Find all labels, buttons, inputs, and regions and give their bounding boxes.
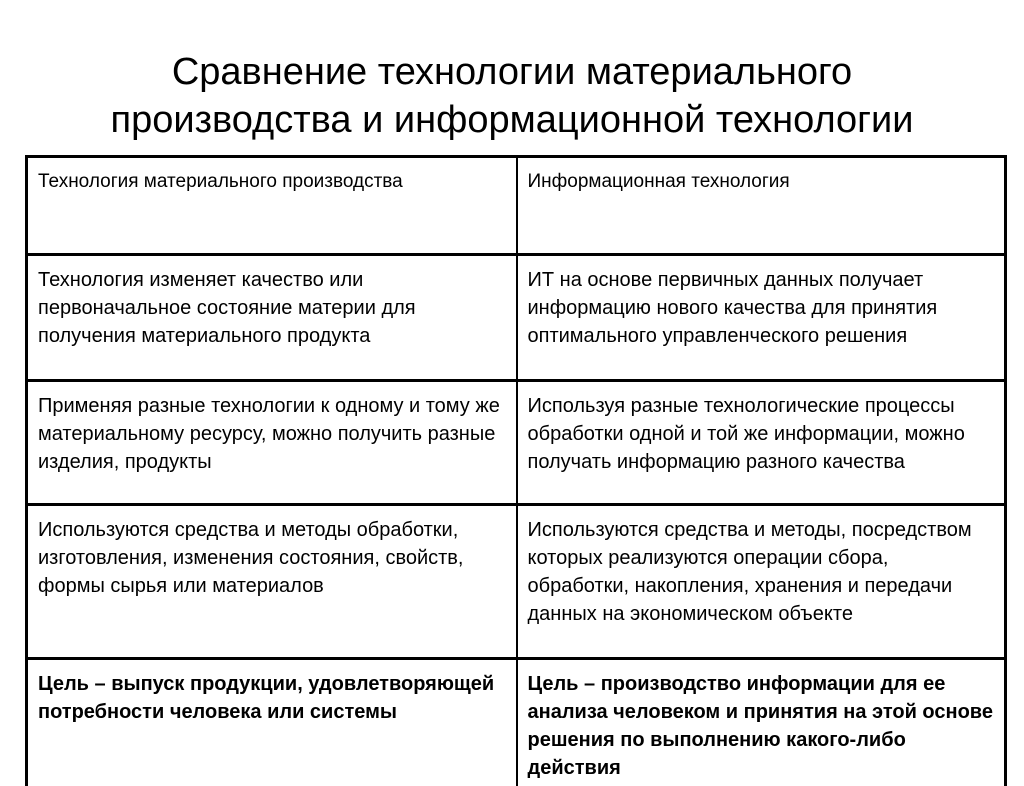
table-row [27,505,1006,659]
table-cell-information: Используя разные технологические процессы обработки одной и той же информации, можно получать информацию разного качества [517,381,1006,505]
header-cell-material: Технология материального производства [27,157,517,255]
table-cell-material: Применяя разные технологии к одному и тому же материальному ресурсу, можно получить разные изделия, продукты [27,381,517,505]
table-cell-material: Используются средства и методы обработки, изготовления, изменения состояния, свойств, формы сырья или материалов [27,505,517,659]
goal-cell-information: Цель – производство информации для ее анализа человеком и принятия на этой основе решения по выполнению какого-либо действия [517,659,1006,786]
table-header-row [27,157,1006,255]
table-cell-information: Используются средства и методы, посредством которых реализуются операции сбора, обработки, накопления, хранения и передачи данных на экономическом объекте [517,505,1006,659]
slide-title [0,48,1024,144]
table-row [27,381,1006,505]
table-cell-material: Технология изменяет качество или первоначальное состояние материи для получения материального продукта [27,255,517,381]
comparison-table [25,155,1007,786]
table-row [27,255,1006,381]
slide-title-line-2: производства и информационной технологии [0,96,1024,144]
table-cell-information: ИТ на основе первичных данных получает информацию нового качества для принятия оптимального управленческого решения [517,255,1006,381]
goal-cell-material: Цель – выпуск продукции, удовлетворяющей потребности человека или системы [27,659,517,786]
header-cell-information: Информационная технология [517,157,1006,255]
slide-title-line-1: Сравнение технологии материального [0,48,1024,96]
